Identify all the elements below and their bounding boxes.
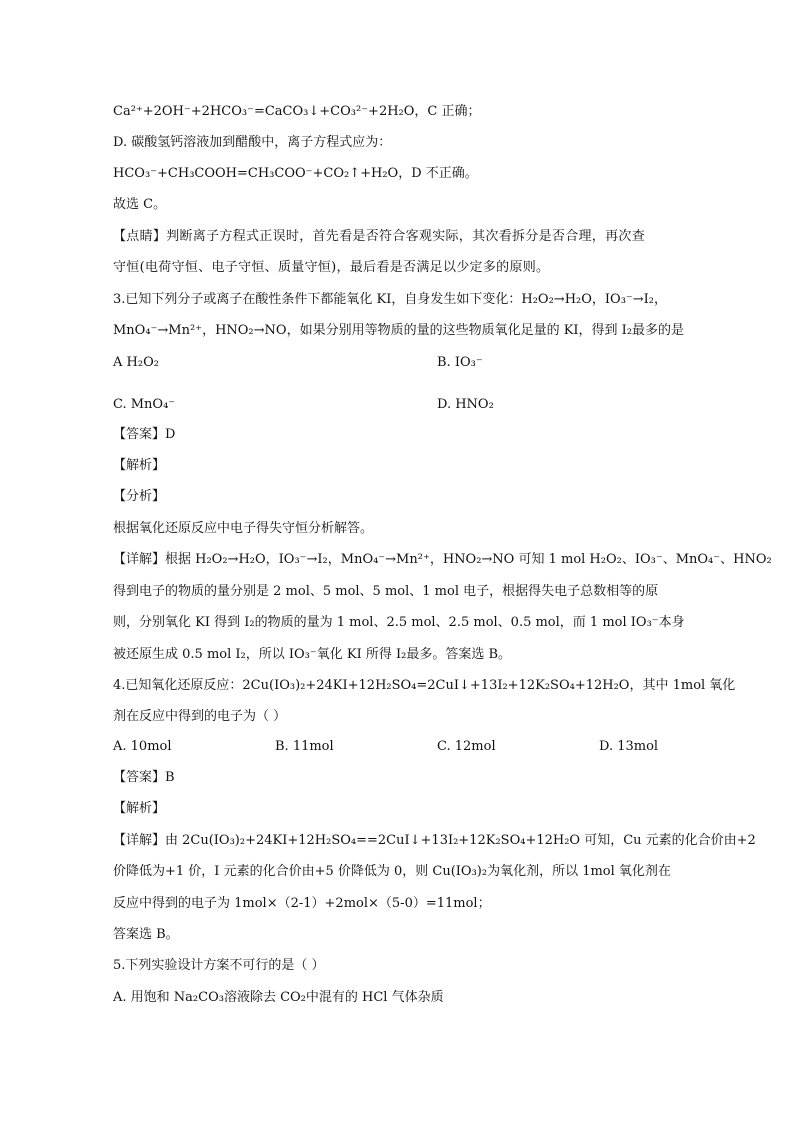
text-line: 答案选 B。 [113, 927, 179, 942]
text-line: 反应中得到的电子为 1mol×（2-1）+2mol×（5-0）=11mol； [113, 896, 491, 911]
question-5-stem: 5.下列实验设计方案不可行的是（ ） [113, 958, 325, 973]
question-3-stem: 3.已知下列分子或离子在酸性条件下都能氧化 KI，自身发生如下变化：H₂O₂→H₂O，IO₃⁻→I₂， [113, 292, 668, 307]
q4-option-b: B. 11mol [275, 739, 334, 754]
answer-label: 【答案】B [113, 770, 175, 785]
q3-option-c: C. MnO₄⁻ [113, 397, 176, 412]
question-4-stem: 4.已知氧化还原反应：2Cu(IO₃)₂+24KI+12H₂SO₄=2CuI↓+13I₂+12K₂SO₄+12H₂O，其中 1mol 氧化 [113, 678, 736, 693]
text-line: D. 碳酸氢钙溶液加到醋酸中，离子方程式应为： [113, 135, 392, 150]
q5-option-a: A. 用饱和 Na₂CO₃溶液除去 CO₂中混有的 HCl 气体杂质 [113, 990, 444, 1005]
annotation-note: 【点睛】判断离子方程式正误时，首先看是否符合客观实际，其次看拆分是否合理，再次查 [113, 229, 646, 244]
analysis-heading: 【解析】 [113, 458, 166, 473]
answer-label: 【答案】D [113, 427, 176, 442]
text-line: 【详解】根据 H₂O₂→H₂O，IO₃⁻→I₂，MnO₄⁻→Mn²⁺，HNO₂→NO 可知 1 mol H₂O₂、IO₃⁻、MnO₄⁻、HNO₂ [113, 552, 772, 567]
analysis-heading: 【解析】 [113, 801, 166, 816]
text-line: 故选 C。 [113, 197, 167, 212]
question-3-stem: MnO₄⁻→Mn²⁺，HNO₂→NO，如果分别用等物质的量的这些物质氧化足量的 KI，得到 I₂最多的是 [113, 323, 685, 338]
question-4-stem: 剂在反应中得到的电子为（ ） [113, 709, 287, 724]
text-line: Ca²⁺+2OH⁻+2HCO₃⁻=CaCO₃↓+CO₃²⁻+2H₂O，C 正确； [113, 104, 481, 119]
q3-option-a: A H₂O₂ [113, 355, 159, 370]
analysis-subheading: 【分析】 [113, 489, 166, 504]
text-line: 守恒(电荷守恒、电子守恒、质量守恒)，最后看是否满足以少定多的原则。 [113, 260, 550, 275]
text-line: 【详解】由 2Cu(IO₃)₂+24KI+12H₂SO₄==2CuI↓+13I₂+12K₂SO₄+12H₂O 可知，Cu 元素的化合价由+2 [113, 833, 756, 848]
text-line: 则，分别氧化 KI 得到 I₂的物质的量为 1 mol、2.5 mol、2.5 mol、0.5 mol，而 1 mol IO₃⁻本身 [113, 615, 685, 630]
text-line: 价降低为+1 价，I 元素的化合价由+5 价降低为 0，则 Cu(IO₃)₂为氧化剂，所以 1mol 氧化剂在 [113, 864, 671, 879]
text-line: 被还原生成 0.5 mol I₂，所以 IO₃⁻氧化 KI 所得 I₂最多。答案选 B。 [113, 647, 512, 662]
q4-option-d: D. 13mol [599, 739, 659, 754]
text-line: 得到电子的物质的量分别是 2 mol、5 mol、5 mol、1 mol 电子，根据得失电子总数相等的原 [113, 584, 659, 599]
text-line: 根据氧化还原反应中电子得失守恒分析解答。 [113, 521, 374, 536]
q4-option-c: C. 12mol [437, 739, 496, 754]
q3-option-d: D. HNO₂ [437, 397, 494, 412]
text-line: HCO₃⁻+CH₃COOH=CH₃COO⁻+CO₂↑+H₂O，D 不正确。 [113, 166, 478, 181]
q3-option-b: B. IO₃⁻ [437, 355, 483, 370]
q4-option-a: A. 10mol [113, 739, 172, 754]
